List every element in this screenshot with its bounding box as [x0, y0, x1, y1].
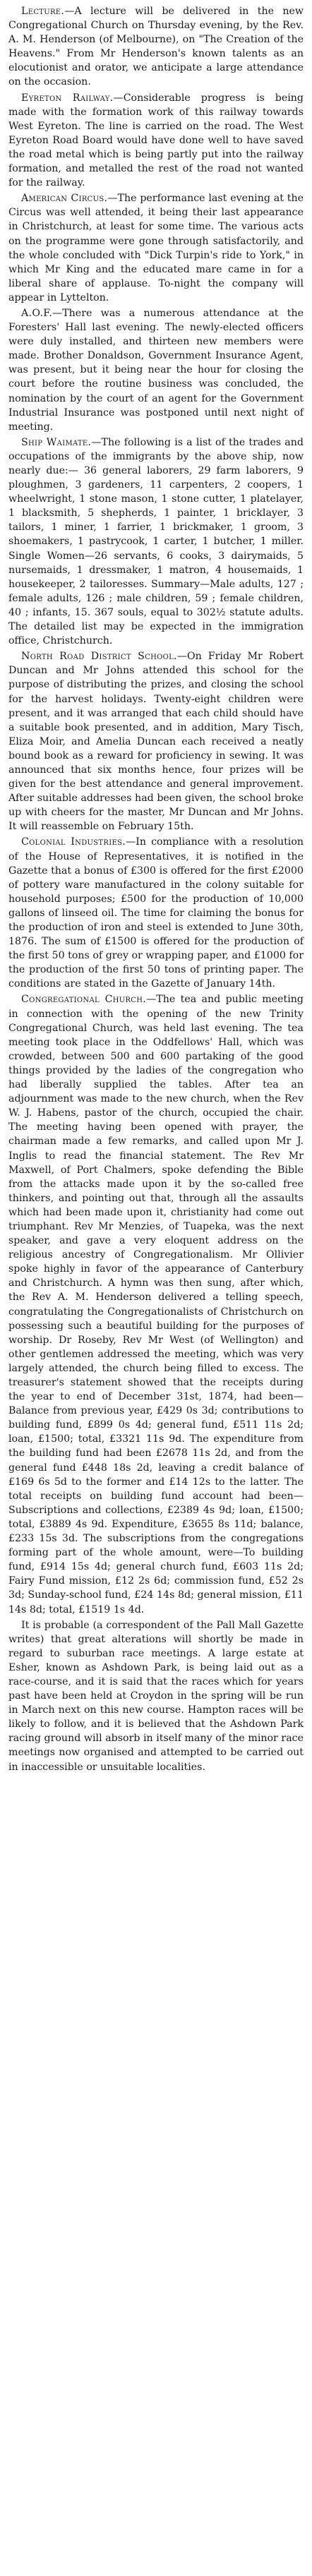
paragraph-heading: Eyreton Railway. — [21, 92, 114, 104]
paragraph-aof — [8, 306, 304, 434]
paragraph-heading: American Circus. — [21, 193, 108, 205]
paragraph-race-meetings — [8, 1618, 304, 1774]
paragraph-north-road-school — [8, 649, 304, 833]
paragraph-text: —The performance last evening at the Circus was well attended, it being their last appearance in Christchurch, at least for some time. The various acts on the programme were gone through satisfactorily, and the whole concluded with "Dick Turpin's ride to York," in which Mr King and the educated mare came in for a liberal share of applause. To-night the company will appear in Lyttelton. — [8, 193, 304, 303]
paragraph-heading: Lecture. — [21, 6, 65, 17]
paragraph-american-circus — [8, 191, 304, 305]
paragraph-text: —The following is a list of the trades and occupations of the immigrants by the above ship, now nearly due:— 36 general laborers, 29 farm laborers, 9 ploughmen, 3 gardeners, 11 carpenters, 2 coopers, 1 wheelwright, 1 stone mason, 1 stone cutter, 1 platelayer, 1 blacksmith, 5 shepherds, 1 painter, 1 bricklayer, 3 tailors, 1 miner, 1 farrier, 1 brickmaker, 1 groom, 3 shoemakers, 1 pastrycook, 1 carter, 1 butcher, 1 miller. Single Women—26 servants, 6 cooks, 3 dairymaids, 5 nursemaids, 1 dressmaker, 1 matron, 4 housemaids, 1 housekeeper, 2 tailoresses. Summary—Male adults, 127 ; female adults, 126 ; male children, 59 ; female children, 40 ; infants, 15. 367 souls, equal to 302½ statute adults. The detailed list may be expected in the immigration office, Christchurch. — [8, 436, 304, 647]
paragraph-lecture — [8, 4, 304, 90]
paragraph-congregational-church — [8, 992, 304, 1616]
paragraph-heading: Congregational Church. — [21, 994, 147, 1006]
paragraph-eyreton-railway — [8, 91, 304, 191]
paragraph-heading: A.O.F. — [21, 307, 53, 319]
paragraph-text: —A lecture will be delivered in the new Congregational Church on Thursday evening, by the Rev. A. M. Henderson (of Melbourne), on "The Creation of the Heavens." From Mr Henderson's known talents as an elocutionist and orator, we anticipate a large attendance on the occasion. — [8, 6, 304, 88]
paragraph-heading: Ship Waimate. — [21, 436, 92, 448]
paragraph-text: It is probable (a correspondent of the Pall Mall Gazette writes) that great alterations will shortly be made in regard to suburban race meetings. A large estate at Esher, known as Ashdown Park, is being laid out as a race-course, and it is said that the races which for years past have been held at Croydon in the spring will be run in March next on this new course. Hampton races will be likely to follow, and it is believed that the Ashdown Park racing ground will absorb in itself many of the minor race meetings now organised and attempted to be carried out in inaccessible or unsuitable localities. — [8, 1619, 304, 1773]
paragraph-text: —There was a numerous attendance at the Foresters' Hall last evening. The newly-elected officers were duly installed, and thirteen new members were made. Brother Donaldson, Government Insurance Agent, was present, but it being near the hour for closing the court before the routine business was concluded, the nomination by the court of an agent for the Government Industrial Insurance was postponed until next night of meeting. — [8, 307, 304, 433]
paragraph-text: —On Friday Mr Robert Duncan and Mr Johns attended this school for the purpose of distributing the prizes, and closing the school for the harvest holidays. Twenty-eight children were present, and it was arranged that each child should have a suitable book presented, and in addition, Mary Tisch, Eliza Moir, and Amelia Duncan each received a neatly bound book as a reward for proficiency in sewing. It was announced that six months hence, four prizes will be given for the best attendance and general improvement. After suitable addresses had been given, the school broke up with cheers for the master, Mr Duncan and Mr Johns. It will reassemble on February 15th. — [8, 651, 304, 833]
paragraph-text: —In compliance with a resolution of the House of Representatives, it is notified in the Gazette that a bonus of £300 is offered for the first £2000 of pottery ware manufactured in the colony suitable for household purposes; £500 for the production of 10,000 gallons of linseed oil. The time for claiming the bonus for the production of iron and steel is extended to June 30th, 1876. The sum of £1500 is offered for the production of the first 50 tons of grey or wrapping paper, and £1000 for the production of the first 50 tons of printing paper. The conditions are stated in the Gazette of January 14th. — [8, 836, 304, 990]
paragraph-text: —The tea and public meeting in connection with the opening of the new Trinity Congregational Church, was held last evening. The tea meeting took place in the Oddfellows' Hall, which was crowded, between 500 and 600 partaking of the good things provided by the ladies of the congregation who had liberally supplied the tables. After tea an adjournment was made to the new church, when the Rev W. J. Habens, pastor of the church, occupied the chair. The meeting having been opened with prayer, the chairman made a few remarks, and called upon Mr J. Inglis to read the financial statement. The Rev Mr Maxwell, of Port Chalmers, spoke defending the Bible from the attacks made upon it by the so-called free thinkers, and pointing out that, through all the assaults which had been made upon it, christianity had come out triumphant. Rev Mr Menzies, of Tuapeka, was the next speaker, and gave a very eloquent address on the religious ancestry of Congregationalism. Mr Ollivier spoke highly in favor of the appearance of Canterbury and Christchurch. A hymn was then sung, after which, the Rev A. M. Henderson delivered a telling speech, congratulating the Congregationalists of Christchurch on possessing such a beautiful building for the purposes of worship. Dr Roseby, Rev Mr West (of Wellington) and other gentlemen addressed the meeting, which was very largely attended, the church being filled to excess. The treasurer's statement showed that the receipts during the year to end of December 31st, 1874, had been—Balance from previous year, £429 0s 3d; contributions to building fund, £899 0s 4d; general fund, £511 11s 2d; loan, £1500; total, £3321 11s 9d. The expenditure from the building fund had been £2678 11s 2d, and from the general fund £448 18s 2d, leaving a credit balance of £169 6s 5d to the former and £14 12s to the latter. The total receipts on building fund account had been—Subscriptions and collections, £2389 4s 9d; loan, £1500; total, £3889 4s 9d. Expenditure, £3655 8s 11d; balance, £233 15s 3d. The subscriptions from the congregations forming part of the whole amount, were—To building fund, £914 15s 4d; general church fund, £603 11s 2d; Fairy Fund mission, £12 2s 6d; commission fund, £52 2s 3d; Sunday-school fund, £24 14s 8d; general mission, £11 14s 8d; total, £1519 1s 4d. — [8, 994, 304, 1615]
paragraph-colonial-industries — [8, 835, 304, 991]
paragraph-heading: North Road District School. — [21, 651, 177, 663]
paragraph-text: —Considerable progress is being made with the formation work of this railway towards West Eyreton. The line is carried on the road. The West Eyreton Road Board would have done well to have saved the road metal which is being partly put into the railway formation, and metalled the rest of the road not wanted for the railway. — [8, 92, 304, 189]
paragraph-ship-waimate — [8, 435, 304, 648]
paragraph-heading: Colonial Industries. — [21, 836, 126, 848]
